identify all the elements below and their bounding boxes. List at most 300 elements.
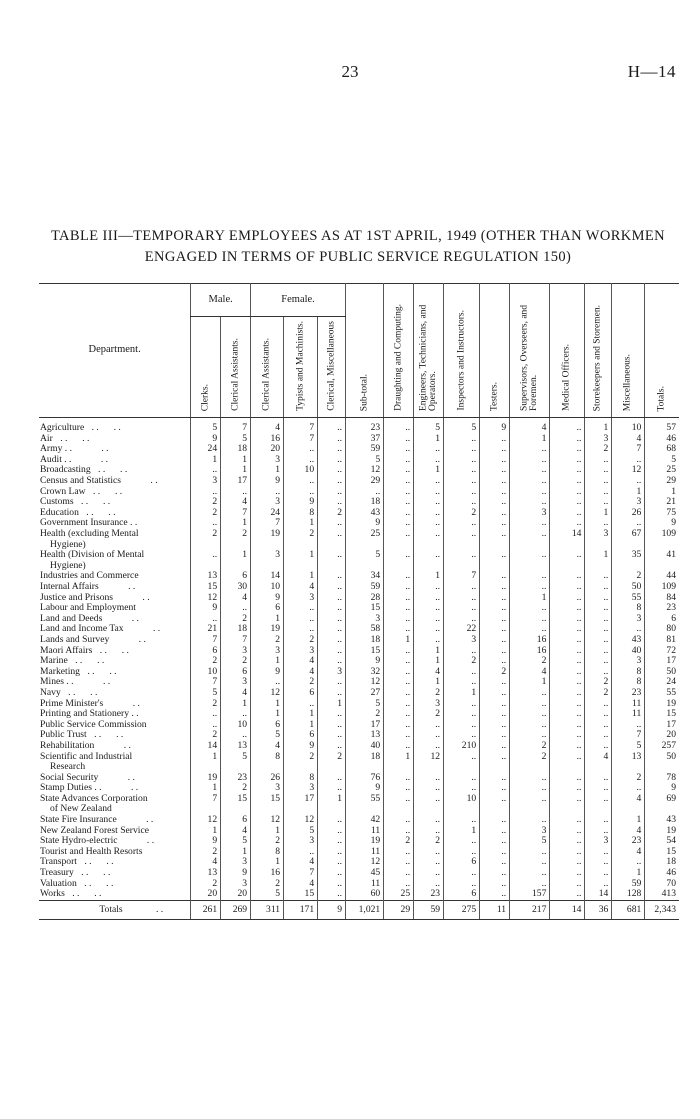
table-cell: 17 <box>645 656 679 667</box>
department-label: Public Trust <box>40 730 87 741</box>
table-cell: .. <box>318 741 346 752</box>
leader-dots: . . <box>68 687 76 698</box>
leader-dots: . . <box>156 903 164 915</box>
table-cell: 14 <box>550 529 585 540</box>
table-cell: .. <box>318 645 346 656</box>
table-cell: 2 <box>191 508 221 519</box>
table-cell: 2 <box>284 751 318 762</box>
table-cell: 6 <box>221 571 251 582</box>
table-cell: .. <box>384 444 414 455</box>
department-label: Customs <box>40 497 74 508</box>
table-cell: 5 <box>221 434 251 445</box>
table-cell: .. <box>480 815 510 826</box>
table-cell: .. <box>384 529 414 540</box>
table-cell: .. <box>444 645 480 656</box>
table-cell: .. <box>550 773 585 784</box>
table-cell: 55 <box>612 593 645 604</box>
table-cell: .. <box>414 603 444 614</box>
table-cell: 1 <box>191 783 221 794</box>
table-cell: .. <box>384 879 414 890</box>
table-row <box>39 762 679 773</box>
table-cell: .. <box>612 476 645 487</box>
table-row <box>39 593 679 604</box>
table-cell: 23 <box>612 836 645 847</box>
table-cell: 15 <box>645 847 679 858</box>
table-cell: .. <box>550 794 585 805</box>
total-cell: 59 <box>414 900 444 919</box>
table-cell: 44 <box>645 571 679 582</box>
table-row <box>39 720 679 731</box>
table-cell: .. <box>414 868 444 879</box>
table-cell: .. <box>480 794 510 805</box>
total-cell: 171 <box>284 900 318 919</box>
table-cell: 2 <box>191 529 221 540</box>
table-cell: 2 <box>510 751 550 762</box>
table-cell: 1 <box>251 465 284 476</box>
table-cell: .. <box>510 487 550 498</box>
table-cell <box>414 561 444 572</box>
table-cell: .. <box>510 444 550 455</box>
table-row <box>39 603 679 614</box>
table-cell: 6 <box>251 603 284 614</box>
table-cell: .. <box>318 614 346 625</box>
table-cell: .. <box>384 571 414 582</box>
department-label: Land and Deeds <box>40 613 103 624</box>
table-cell: .. <box>318 476 346 487</box>
table-cell: 4 <box>221 593 251 604</box>
table-cell: .. <box>444 698 480 709</box>
table-cell: .. <box>384 487 414 498</box>
table-cell: 23 <box>612 688 645 699</box>
table-cell: .. <box>414 826 444 837</box>
table-cell: .. <box>384 688 414 699</box>
table-cell: 109 <box>645 529 679 540</box>
table-cell: 16 <box>510 635 550 646</box>
table-cell: 13 <box>221 741 251 752</box>
table-cell: .. <box>318 836 346 847</box>
table-cell: .. <box>550 688 585 699</box>
department-name <box>39 508 191 519</box>
table-row <box>39 879 679 890</box>
table-cell: 1 <box>585 418 612 434</box>
table-cell: .. <box>510 603 550 614</box>
department-label: Lands and Survey <box>40 634 110 645</box>
table-cell: 18 <box>221 624 251 635</box>
table-row <box>39 730 679 741</box>
table-cell: 12 <box>346 857 384 868</box>
column-header: Clerical Assistants. <box>251 317 284 418</box>
table-cell: .. <box>444 455 480 466</box>
table-cell: .. <box>510 455 550 466</box>
table-cell: .. <box>480 497 510 508</box>
table-cell <box>414 540 444 551</box>
table-cell: .. <box>480 857 510 868</box>
table-cell: 19 <box>191 773 221 784</box>
table-cell: .. <box>251 677 284 688</box>
table-cell: .. <box>444 847 480 858</box>
table-cell: .. <box>221 709 251 720</box>
table-cell: .. <box>384 815 414 826</box>
table-cell: .. <box>550 593 585 604</box>
table-cell <box>251 561 284 572</box>
table-row <box>39 751 679 762</box>
department-name <box>39 677 191 688</box>
table-cell: 30 <box>221 582 251 593</box>
leader-dots: . . <box>80 497 89 508</box>
department-name <box>39 561 191 572</box>
table-cell: 14 <box>251 571 284 582</box>
table-cell: 50 <box>645 751 679 762</box>
table-cell: .. <box>318 518 346 529</box>
table-cell <box>585 561 612 572</box>
table-cell: .. <box>414 879 444 890</box>
table-cell: 7 <box>444 571 480 582</box>
table-cell: 13 <box>346 730 384 741</box>
table-cell: .. <box>384 518 414 529</box>
table-cell: .. <box>585 709 612 720</box>
table-cell: 1 <box>251 709 284 720</box>
table-row <box>39 444 679 455</box>
department-name <box>39 857 191 868</box>
table-cell: .. <box>444 720 480 731</box>
total-cell: 681 <box>612 900 645 919</box>
table-cell: .. <box>384 720 414 731</box>
department-name <box>39 794 191 805</box>
table-cell: .. <box>480 582 510 593</box>
table-cell <box>585 804 612 815</box>
table-cell: 1 <box>612 487 645 498</box>
leader-dots: . . <box>97 656 105 667</box>
department-name <box>39 529 191 540</box>
table-cell: 2 <box>191 497 221 508</box>
table-cell: .. <box>585 603 612 614</box>
table-cell: .. <box>444 497 480 508</box>
table-cell: 2 <box>221 656 251 667</box>
department-label: Marketing <box>40 666 80 677</box>
table-cell: 1 <box>221 698 251 709</box>
table-cell: .. <box>550 518 585 529</box>
table-cell: .. <box>318 497 346 508</box>
table-cell: 20 <box>221 889 251 900</box>
table-cell <box>645 540 679 551</box>
table-cell: 3 <box>221 677 251 688</box>
table-cell: 4 <box>612 794 645 805</box>
table-cell: 1 <box>284 550 318 561</box>
table-cell: 8 <box>612 677 645 688</box>
table-cell: 11 <box>346 879 384 890</box>
table-cell: 3 <box>444 635 480 646</box>
table-row <box>39 624 679 635</box>
table-cell: 4 <box>284 656 318 667</box>
table-cell: 16 <box>510 645 550 656</box>
table-cell <box>550 540 585 551</box>
table-cell: .. <box>480 487 510 498</box>
table-cell: 2 <box>480 667 510 678</box>
table-cell: .. <box>585 624 612 635</box>
table-cell: 8 <box>284 773 318 784</box>
table-cell: .. <box>550 582 585 593</box>
table-cell <box>612 540 645 551</box>
table-cell: .. <box>414 857 444 868</box>
leader-dots: . . <box>72 889 80 900</box>
table-cell: 1 <box>414 434 444 445</box>
table-cell: 35 <box>612 550 645 561</box>
table-cell <box>318 762 346 773</box>
table-cell: 5 <box>251 730 284 741</box>
table-cell: .. <box>510 476 550 487</box>
table-cell: .. <box>414 635 444 646</box>
table-cell: .. <box>384 773 414 784</box>
table-cell: 11 <box>612 698 645 709</box>
table-row <box>39 847 679 858</box>
table-cell: 1 <box>444 826 480 837</box>
table-cell: 3 <box>612 656 645 667</box>
table-cell: .. <box>612 857 645 868</box>
table-cell: 6 <box>191 645 221 656</box>
table-cell: 4 <box>191 857 221 868</box>
total-cell: 269 <box>221 900 251 919</box>
table-cell: 7 <box>284 434 318 445</box>
table-cell: .. <box>480 847 510 858</box>
table-cell <box>191 762 221 773</box>
table-cell: .. <box>414 741 444 752</box>
table-cell: .. <box>384 709 414 720</box>
table-cell <box>645 762 679 773</box>
table-cell: .. <box>550 720 585 731</box>
table-cell: .. <box>480 709 510 720</box>
table-cell: 25 <box>645 465 679 476</box>
column-header: Inspectors and Instructors. <box>444 284 480 418</box>
table-cell: 14 <box>585 889 612 900</box>
table-cell: .. <box>191 487 221 498</box>
table-cell: .. <box>585 614 612 625</box>
table-cell: .. <box>550 868 585 879</box>
table-cell: .. <box>414 550 444 561</box>
table-cell: 18 <box>346 497 384 508</box>
table-cell: 2 <box>585 444 612 455</box>
table-cell: .. <box>510 518 550 529</box>
table-cell: 3 <box>585 836 612 847</box>
table-cell: 3 <box>221 645 251 656</box>
table-cell: .. <box>444 614 480 625</box>
department-name <box>39 465 191 476</box>
department-name <box>39 688 191 699</box>
column-header: Medical Officers. <box>550 284 585 418</box>
table-cell <box>585 762 612 773</box>
table-cell: .. <box>284 624 318 635</box>
table-cell: 7 <box>284 418 318 434</box>
table-cell: .. <box>384 593 414 604</box>
table-cell: .. <box>444 677 480 688</box>
leader-dots: . . <box>87 666 95 677</box>
table-row <box>39 476 679 487</box>
table-cell: .. <box>612 783 645 794</box>
department-label: Air <box>40 433 53 444</box>
table-cell <box>384 762 414 773</box>
table-cell: .. <box>384 465 414 476</box>
table-cell: .. <box>480 508 510 519</box>
department-label: Prime Minister's <box>40 698 104 709</box>
table-cell: 24 <box>645 677 679 688</box>
leader-dots: . . <box>92 486 101 497</box>
table-cell: .. <box>550 465 585 476</box>
table-cell: 4 <box>284 667 318 678</box>
table-cell: .. <box>318 847 346 858</box>
table-cell: 3 <box>251 455 284 466</box>
department-name <box>39 635 191 646</box>
department-label: Education <box>40 507 79 518</box>
table-cell: .. <box>318 434 346 445</box>
table-row <box>39 804 679 815</box>
table-cell: .. <box>550 826 585 837</box>
table-cell: 20 <box>251 444 284 455</box>
table-cell: .. <box>550 751 585 762</box>
table-cell: .. <box>585 518 612 529</box>
table-cell: 1 <box>414 645 444 656</box>
table-row <box>39 794 679 805</box>
table-cell: .. <box>550 444 585 455</box>
table-cell: 6 <box>284 688 318 699</box>
table-cell: .. <box>414 508 444 519</box>
table-cell: .. <box>510 688 550 699</box>
table-cell: 8 <box>612 603 645 614</box>
table-cell: .. <box>318 550 346 561</box>
table-cell: .. <box>384 497 414 508</box>
leader-dots: . . <box>153 624 161 635</box>
table-cell <box>384 540 414 551</box>
leader-dots: . . <box>114 486 123 497</box>
table-cell: 58 <box>346 624 384 635</box>
leader-dots: . . <box>84 857 92 868</box>
table-cell: 2 <box>191 730 221 741</box>
leader-dots: . . <box>128 581 136 592</box>
table-cell: .. <box>480 656 510 667</box>
table-cell: .. <box>585 635 612 646</box>
table-cell: .. <box>414 487 444 498</box>
table-cell: 67 <box>612 529 645 540</box>
table-cell: 9 <box>251 593 284 604</box>
department-name <box>39 762 191 773</box>
table-cell: 1 <box>510 434 550 445</box>
table-row <box>39 836 679 847</box>
table-cell <box>384 561 414 572</box>
table-cell: .. <box>318 783 346 794</box>
table-cell: 5 <box>284 826 318 837</box>
table-cell: .. <box>191 465 221 476</box>
leader-dots: . . <box>127 772 135 783</box>
table-cell: 15 <box>284 889 318 900</box>
table-cell: .. <box>414 773 444 784</box>
table-cell: .. <box>318 879 346 890</box>
table-row <box>39 582 679 593</box>
department-label: Health (excluding Mental <box>40 528 139 540</box>
table-cell: 23 <box>414 889 444 900</box>
table-cell: .. <box>384 730 414 741</box>
table-cell: .. <box>480 698 510 709</box>
table-cell: .. <box>384 656 414 667</box>
table-cell: .. <box>550 635 585 646</box>
table-cell: 1 <box>251 614 284 625</box>
table-cell <box>251 762 284 773</box>
leader-dots: . . <box>103 867 111 879</box>
table-cell: .. <box>480 720 510 731</box>
table-cell: .. <box>318 826 346 837</box>
totals-row <box>39 900 679 919</box>
total-cell: 11 <box>480 900 510 919</box>
department-name <box>39 879 191 890</box>
table-cell: .. <box>480 741 510 752</box>
table-cell: .. <box>318 773 346 784</box>
table-cell: 69 <box>645 794 679 805</box>
table-cell: .. <box>550 418 585 434</box>
leader-dots: . . <box>132 698 140 709</box>
table-cell: 1 <box>221 550 251 561</box>
table-cell: 4 <box>510 667 550 678</box>
table-cell: .. <box>384 508 414 519</box>
leader-dots: . . <box>130 783 139 794</box>
table-cell: .. <box>612 720 645 731</box>
department-name <box>39 667 191 678</box>
table-cell: 23 <box>221 773 251 784</box>
table-cell: 24 <box>191 444 221 455</box>
table-cell: 2 <box>221 529 251 540</box>
table-cell: 12 <box>414 751 444 762</box>
table-cell: .. <box>384 624 414 635</box>
table-cell: .. <box>414 847 444 858</box>
table-cell <box>318 540 346 551</box>
table-cell: .. <box>510 624 550 635</box>
table-cell: .. <box>414 529 444 540</box>
table-cell: 24 <box>251 508 284 519</box>
department-name <box>39 826 191 837</box>
leader-dots: . . <box>131 613 139 624</box>
table-cell: .. <box>480 688 510 699</box>
table-title <box>38 226 678 268</box>
table-cell: 2 <box>414 688 444 699</box>
table-cell: 2 <box>612 571 645 582</box>
table-cell: 413 <box>645 889 679 900</box>
table-cell: 5 <box>221 836 251 847</box>
table-cell: .. <box>480 635 510 646</box>
table-cell: 2 <box>414 709 444 720</box>
table-row <box>39 741 679 752</box>
table-cell: .. <box>414 476 444 487</box>
table-row <box>39 773 679 784</box>
table-cell <box>444 561 480 572</box>
table-cell <box>346 540 384 551</box>
table-cell: 3 <box>585 434 612 445</box>
table-cell: .. <box>444 868 480 879</box>
department-name <box>39 434 191 445</box>
table-cell: .. <box>550 508 585 519</box>
table-cell: .. <box>480 879 510 890</box>
total-cell: 261 <box>191 900 221 919</box>
table-cell: .. <box>444 434 480 445</box>
table-cell: .. <box>318 815 346 826</box>
table-cell: 4 <box>221 497 251 508</box>
table-cell: 1 <box>510 593 550 604</box>
table-row <box>39 487 679 498</box>
table-cell <box>645 561 679 572</box>
table-cell: .. <box>480 434 510 445</box>
table-cell: 8 <box>284 508 318 519</box>
table-cell: 4 <box>612 826 645 837</box>
department-label: Industries and Commerce <box>40 571 139 582</box>
department-label: State Advances Corporation <box>40 793 148 804</box>
table-cell: .. <box>444 582 480 593</box>
table-cell: .. <box>318 603 346 614</box>
department-name <box>39 751 191 762</box>
